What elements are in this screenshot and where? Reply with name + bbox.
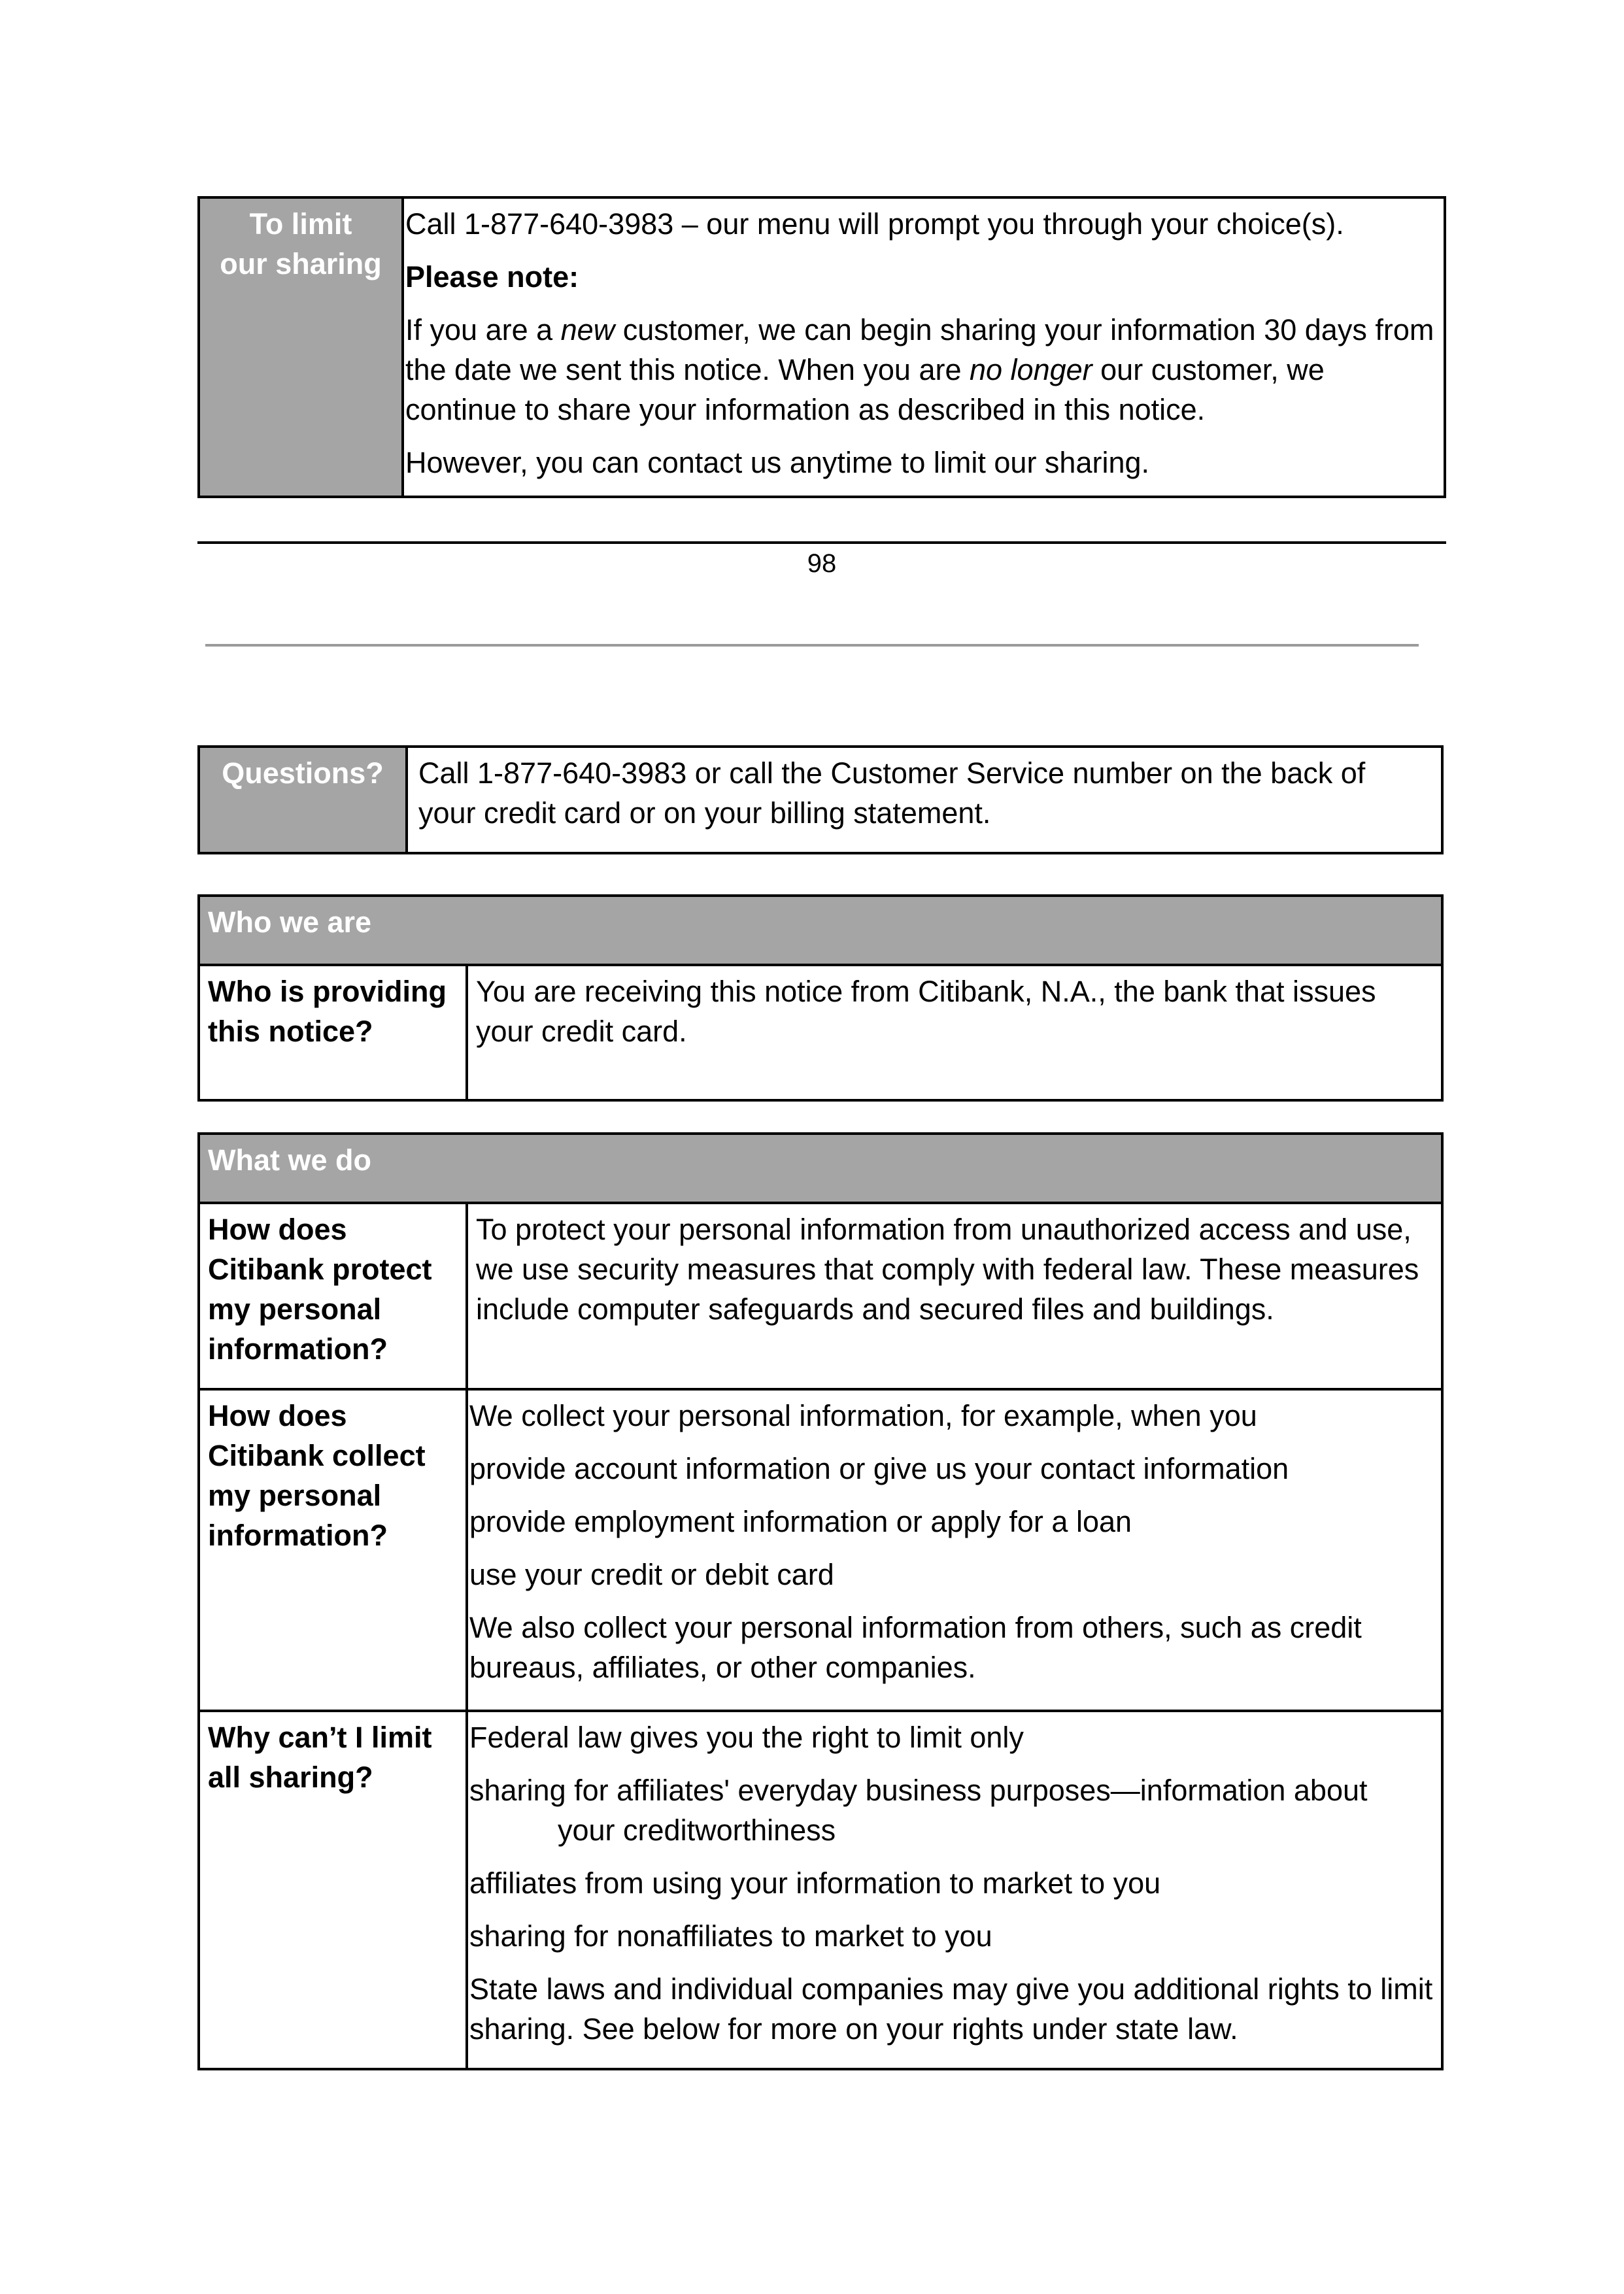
note-part1: If you are a <box>405 313 561 346</box>
limit-answer-intro: Federal law gives you the right to limit only <box>469 1721 1024 1754</box>
protect-question: How does Citibank protect my personal information? <box>199 1203 467 1389</box>
protect-answer <box>467 1203 1442 1389</box>
limit-sharing-content <box>403 197 1445 497</box>
what-we-do-heading: What we do <box>199 1134 1442 1203</box>
limit-sharing-label-line1: To limit <box>249 207 352 241</box>
limit-answer <box>467 1711 1442 2069</box>
limit-list-item: affiliates from using your information to market to you <box>469 1866 1161 1900</box>
protect-answer-text: To protect your personal information from unauthorized access and use, we use security measures that comply with federal law. These measures include computer safeguards and secured files and buildings. <box>476 1213 1419 1326</box>
contact-anytime-text: However, you can contact us anytime to limit our sharing. <box>405 446 1150 479</box>
limit-answer-state-laws: State laws and individual companies may give you additional rights to limit sharing. See below for more on your rights under state law. <box>469 1972 1433 2046</box>
note-heading <box>405 257 1442 297</box>
collect-answer <box>467 1389 1442 1711</box>
note-part2: customer, we can begin sharing your information 30 days from the date we sent this notice. When you are <box>405 313 1434 386</box>
collect-answer-intro: We collect your personal information, for example, when you <box>469 1399 1257 1432</box>
note-heading-text: Please note: <box>405 260 579 294</box>
limit-list-item-continuation: your creditworthiness <box>558 1813 836 1847</box>
limit-sharing-label <box>199 197 403 497</box>
limit-question: Why can’t I limit all sharing? <box>199 1711 467 2069</box>
collect-question: How does Citibank collect my personal information? <box>199 1389 467 1711</box>
questions-table <box>197 745 1444 854</box>
limit-sharing-table <box>197 196 1446 498</box>
limit-sharing-label-line2: our sharing <box>220 247 382 280</box>
limit-list-item: sharing for nonaffiliates to market to you <box>469 1919 992 1953</box>
collect-list-item: provide account information or give us your contact information <box>469 1452 1289 1485</box>
note-part3: our customer, we continue to share your information as described in this notice. <box>405 353 1325 426</box>
who-we-are-heading: Who we are <box>199 896 1442 965</box>
footer-rule <box>197 541 1446 544</box>
limit-list-item-text: sharing for affiliates' everyday business purposes—information about <box>469 1774 1368 1807</box>
questions-label: Questions? <box>199 747 407 853</box>
collect-list-item: provide employment information or apply for a loan <box>469 1505 1132 1538</box>
note-em-no-longer: no longer <box>970 353 1092 386</box>
who-answer: You are receiving this notice from Citibank, N.A., the bank that issues your credit card. <box>467 965 1442 1100</box>
limit-call-text: Call 1-877-640-3983 – our menu will prompt you through your choice(s). <box>405 207 1344 241</box>
page-separator <box>205 644 1419 647</box>
page-number: 98 <box>807 549 837 578</box>
who-question: Who is providing this notice? <box>199 965 467 1100</box>
note-paragraph <box>405 310 1442 430</box>
collect-list-item: use your credit or debit card <box>469 1558 834 1591</box>
note-em-new: new <box>560 313 615 346</box>
who-we-are-table <box>197 894 1444 1102</box>
questions-text: Call 1-877-640-3983 or call the Customer Service number on the back of your credit card or on your billing statement. <box>407 747 1442 853</box>
collect-answer-others: We also collect your personal information from others, such as credit bureaus, affiliates, or other companies. <box>469 1611 1362 1684</box>
limit-list-item <box>469 1770 1433 1850</box>
what-we-do-table <box>197 1132 1444 2070</box>
